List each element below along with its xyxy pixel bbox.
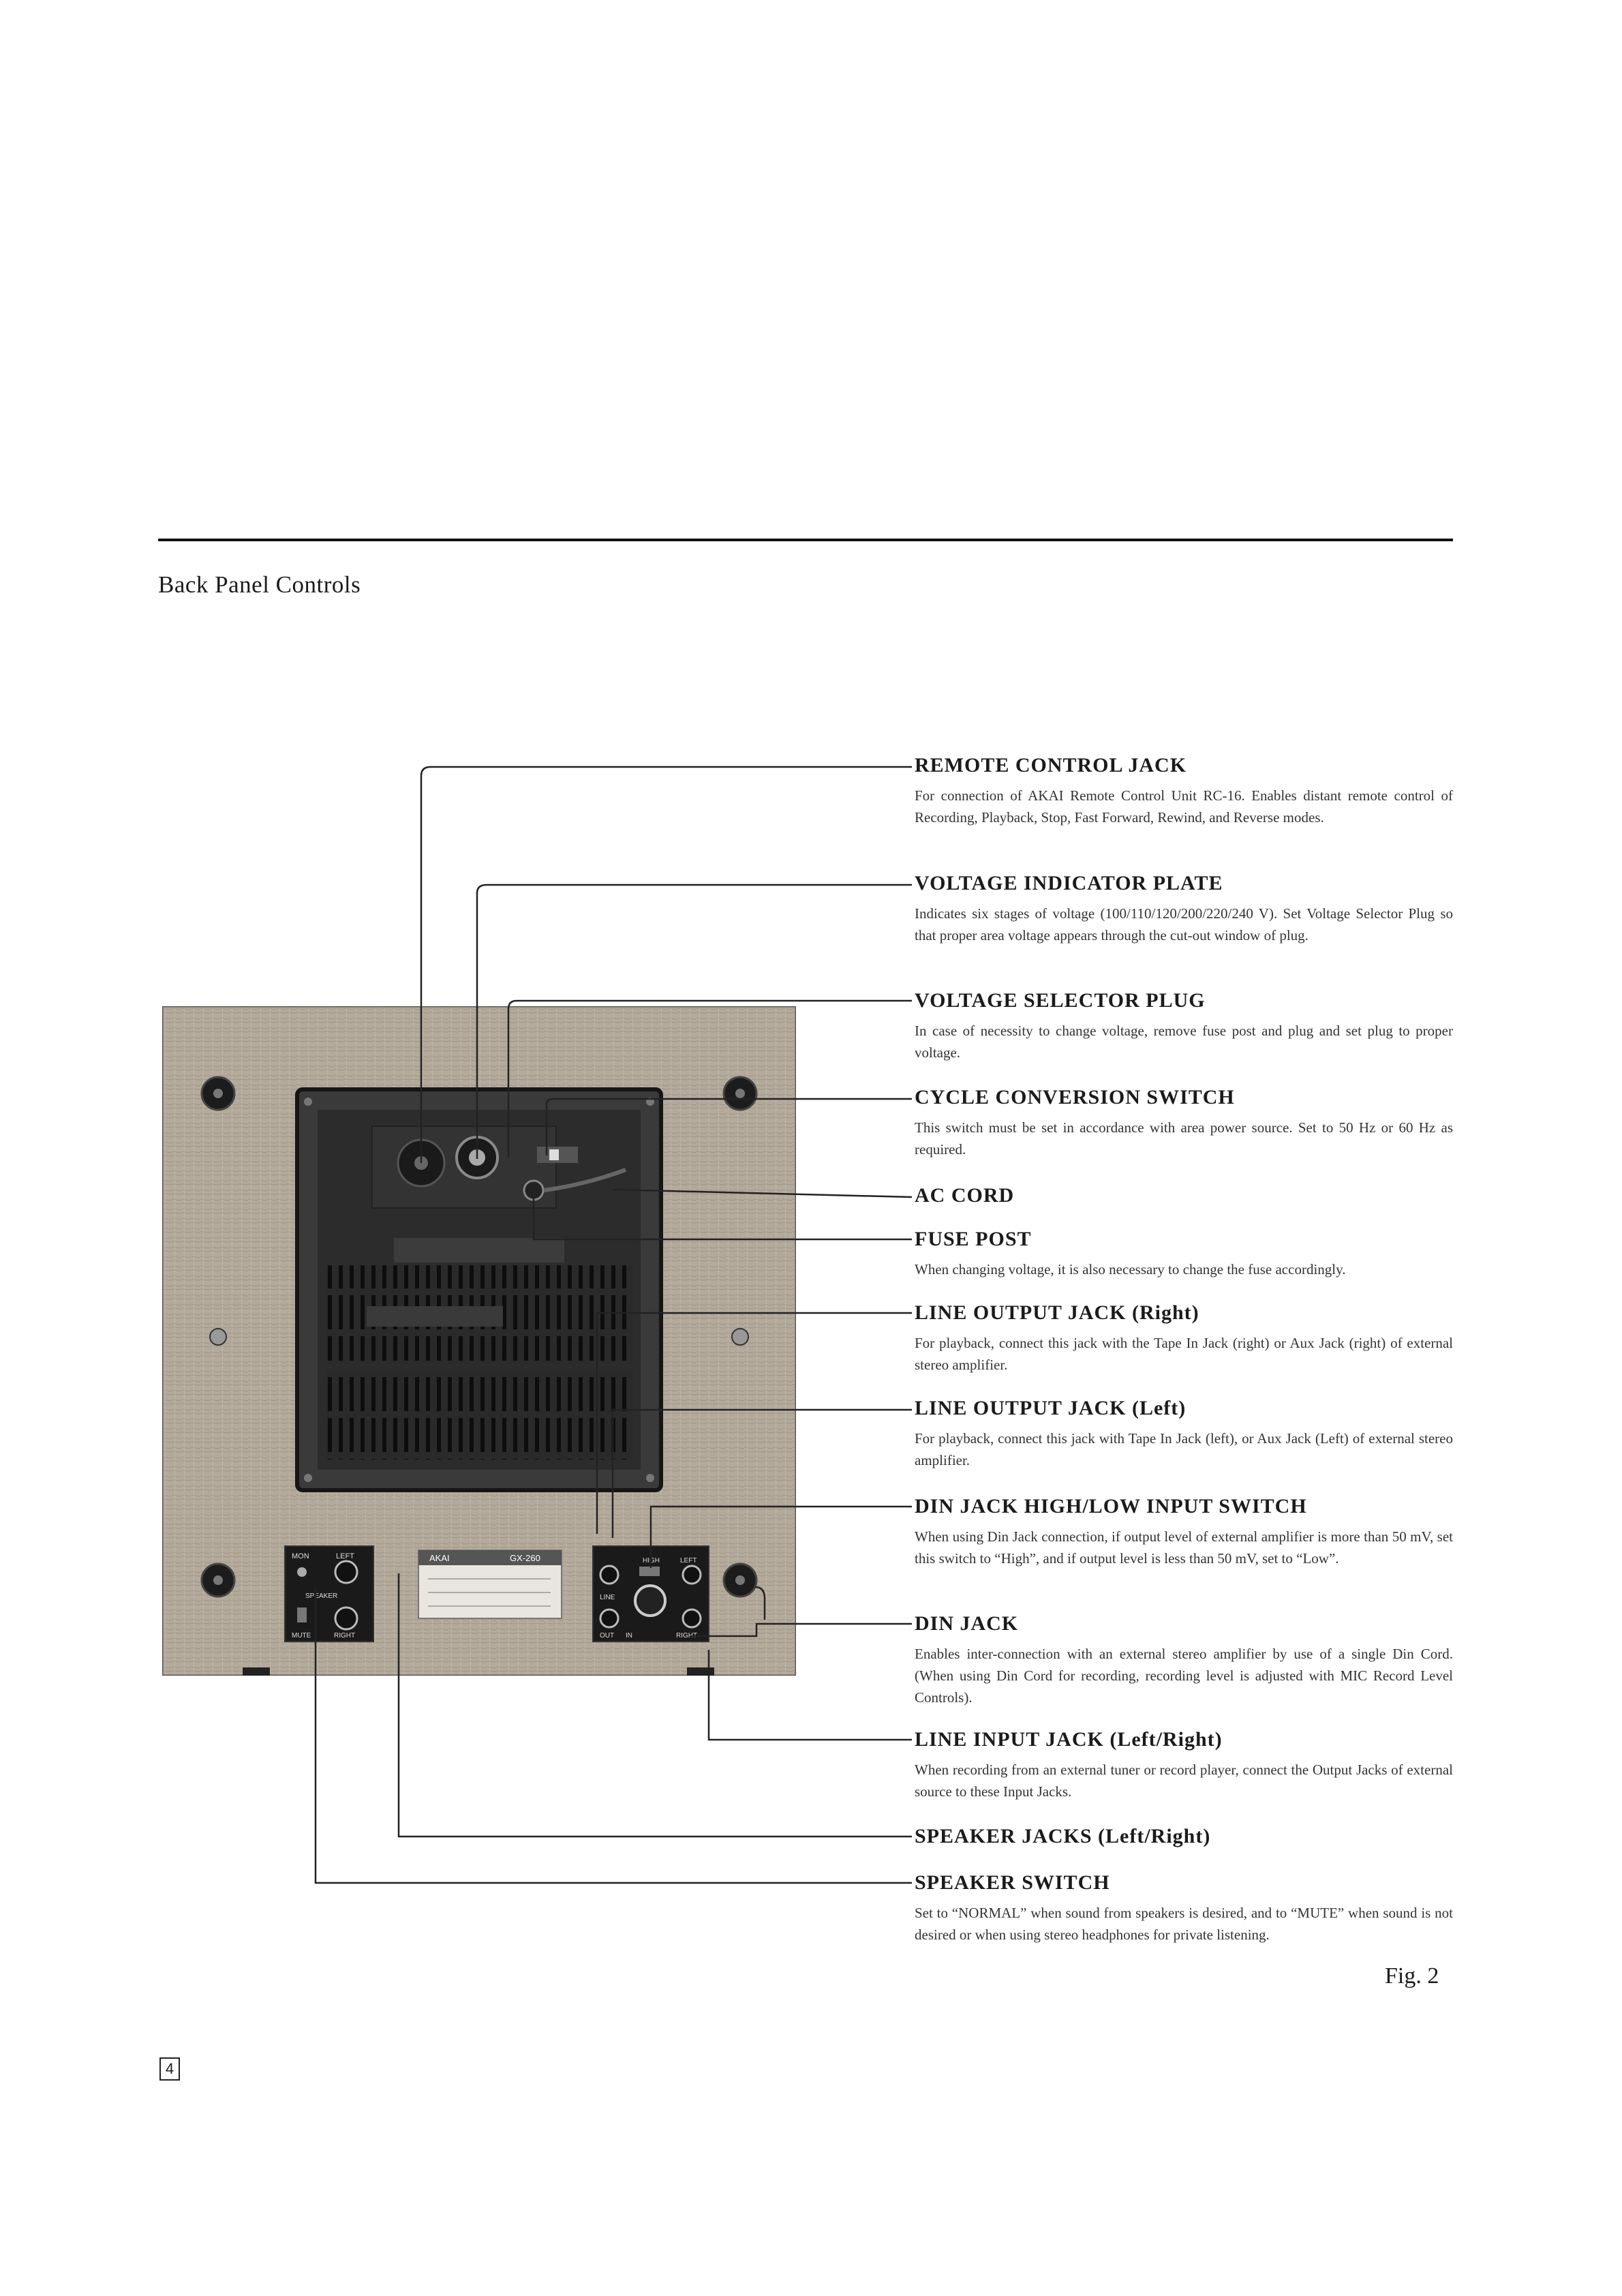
- page-number: 4: [159, 2057, 180, 2081]
- entry-text: When changing voltage, it is also necessary to change the fuse accordingly.: [915, 1261, 1346, 1278]
- model-plate: [418, 1550, 562, 1618]
- entry-text: Set to “NORMAL” when sound from speakers is desired, and to “MUTE” when sound is not desired or when using stereo headphones for private listening.: [915, 1905, 1453, 1943]
- entry-din-jack: [915, 1610, 1453, 1708]
- entry-title: DIN JACK: [915, 1612, 1019, 1635]
- entry-title: CYCLE CONVERSION SWITCH: [915, 1086, 1235, 1108]
- entry-cycle-conversion-switch: [915, 1084, 1453, 1160]
- entry-title: LINE OUTPUT JACK (Left): [915, 1397, 1187, 1419]
- entry-text: When using Din Jack connection, if output level of external amplifier is more than 50 mV, set this switch to “High”, and if output level is less than 50 mV, set to “Low”.: [915, 1528, 1453, 1567]
- entry-line-output-jack-right: [915, 1299, 1453, 1376]
- svg-text:MON: MON: [292, 1552, 309, 1560]
- entry-title: DIN JACK HIGH/LOW INPUT SWITCH: [915, 1495, 1307, 1517]
- section-title: Back Panel Controls: [158, 571, 361, 598]
- svg-text:LINE: LINE: [600, 1594, 615, 1601]
- entry-text: For connection of AKAI Remote Control Unit RC-16. Enables distant remote control of Recording, Playback, Stop, Fast Forward, Rewind, and Reverse modes.: [915, 787, 1453, 826]
- fuse-post: [524, 1181, 543, 1200]
- entry-din-jack-high-low-input-switch: [915, 1493, 1453, 1569]
- din-high-low-switch: [639, 1567, 660, 1576]
- svg-text:LEFT: LEFT: [680, 1557, 697, 1565]
- entry-line-input-jack: [915, 1726, 1453, 1802]
- svg-text:RIGHT: RIGHT: [676, 1632, 698, 1640]
- back-panel-photo: [162, 1006, 796, 1676]
- figure-label: Fig. 2: [1385, 1963, 1439, 1989]
- line-din-panel: [593, 1546, 709, 1642]
- entry-remote-control-jack: [915, 752, 1453, 828]
- entry-title: SPEAKER JACKS (Left/Right): [915, 1825, 1211, 1847]
- entry-title: REMOTE CONTROL JACK: [915, 754, 1187, 776]
- speaker-panel: [285, 1546, 373, 1642]
- svg-text:GX-260: GX-260: [510, 1553, 540, 1563]
- entry-text: Indicates six stages of voltage (100/110/120/200/220/240 V). Set Voltage Selector Plug so that proper area voltage appears through the cut-out window of plug.: [915, 905, 1453, 943]
- entry-speaker-switch: [915, 1869, 1453, 1946]
- entry-text: In case of necessity to change voltage, remove fuse post and plug and set plug to proper voltage.: [915, 1023, 1453, 1061]
- header-rule: [158, 539, 1453, 541]
- svg-text:SPEAKER: SPEAKER: [305, 1592, 338, 1600]
- svg-text:MUTE: MUTE: [292, 1632, 311, 1640]
- entry-voltage-indicator-plate: [915, 870, 1453, 946]
- svg-text:LEFT: LEFT: [336, 1552, 354, 1560]
- entry-title: LINE INPUT JACK (Left/Right): [915, 1728, 1223, 1751]
- din-jack: [635, 1586, 665, 1616]
- foot-left: [243, 1667, 270, 1676]
- svg-text:RIGHT: RIGHT: [334, 1632, 356, 1640]
- svg-text:HIGH: HIGH: [643, 1557, 660, 1565]
- entry-title: FUSE POST: [915, 1228, 1032, 1250]
- entry-title: AC CORD: [915, 1184, 1015, 1207]
- entry-text: Enables inter-connection with an external stereo amplifier by use of a single Din Cord. (When using Din Cord for recording, recording level is adjusted with MIC Record Level Controls).: [915, 1646, 1453, 1706]
- entry-title: VOLTAGE SELECTOR PLUG: [915, 989, 1206, 1012]
- entry-speaker-jacks: [915, 1823, 1453, 1850]
- entry-title: LINE OUTPUT JACK (Right): [915, 1301, 1199, 1324]
- entry-title: SPEAKER SWITCH: [915, 1871, 1110, 1894]
- svg-text:IN: IN: [626, 1632, 632, 1640]
- foot-right: [687, 1667, 714, 1676]
- entry-voltage-selector-plug: [915, 987, 1453, 1063]
- svg-text:AKAI: AKAI: [429, 1553, 450, 1563]
- entry-fuse-post: [915, 1226, 1453, 1280]
- entry-line-output-jack-left: [915, 1395, 1453, 1471]
- entry-text: For playback, connect this jack with Tape In Jack (left), or Aux Jack (Left) of external stereo amplifier.: [915, 1430, 1453, 1468]
- entry-text: This switch must be set in accordance with area power source. Set to 50 Hz or 60 Hz as required.: [915, 1119, 1453, 1158]
- entry-text: For playback, connect this jack with the Tape In Jack (right) or Aux Jack (right) of external stereo amplifier.: [915, 1335, 1453, 1373]
- svg-text:OUT: OUT: [600, 1632, 615, 1640]
- entry-title: VOLTAGE INDICATOR PLATE: [915, 872, 1223, 894]
- entry-ac-cord: [915, 1182, 1453, 1209]
- entry-text: When recording from an external tuner or record player, connect the Output Jacks of external source to these Input Jacks.: [915, 1762, 1453, 1800]
